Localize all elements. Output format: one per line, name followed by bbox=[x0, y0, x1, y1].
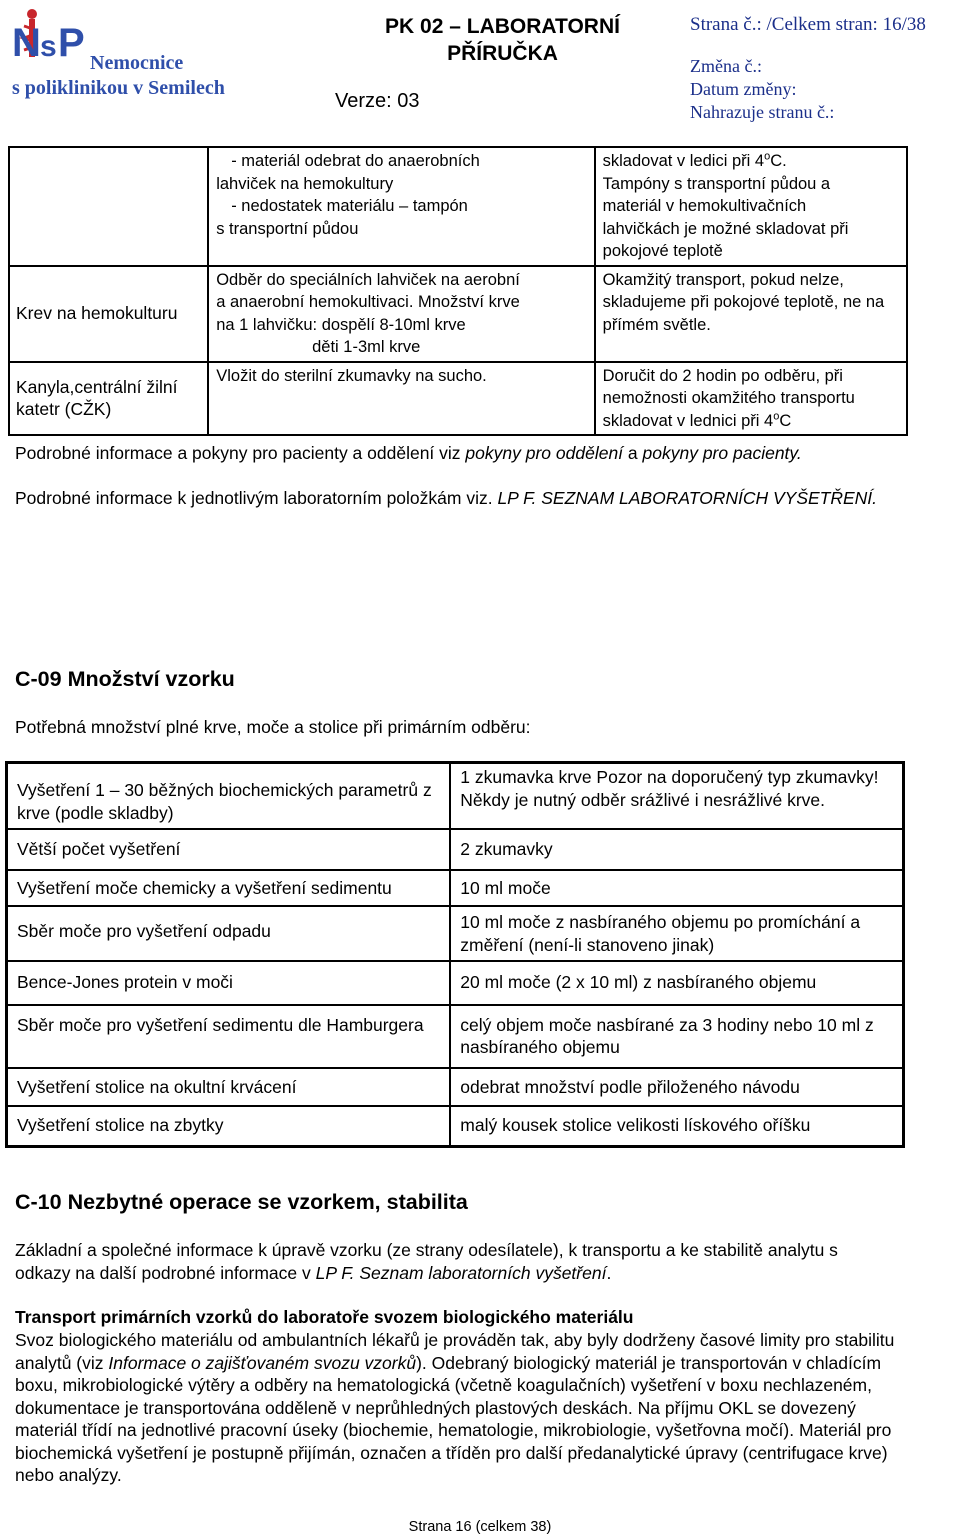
table-row bbox=[9, 362, 907, 436]
info-paragraph-2 bbox=[15, 487, 895, 510]
table-cell bbox=[9, 147, 208, 266]
text-span: Svoz biologického materiálu od ambulantních lékařů je prováděn tak, aby byly dodrženy časové limity pro stabilitu analytů (viz bbox=[15, 1330, 895, 1373]
text-line: Odběr do speciálních lahviček na aerobní bbox=[216, 270, 520, 289]
link-text: pokyny pro pacienty. bbox=[642, 443, 802, 463]
text-span: Podrobné informace a pokyny pro pacienty a oddělení viz bbox=[15, 443, 466, 463]
text-span: Doručit do 2 hodin po odběru, při nemožnosti okamžitého transportu skladovat v lednici při 4 bbox=[602, 366, 855, 430]
list-item: lahviček na hemokultury bbox=[216, 174, 394, 193]
sample-quantity-table bbox=[5, 761, 905, 1148]
table-row bbox=[7, 829, 904, 870]
amount-cell: 1 zkumavka krve Pozor na doporučený typ zkumavky! Někdy je nutný odběr srážlivé i nesrážlivé krve. bbox=[450, 763, 903, 830]
text-line: děti 1-3ml krve bbox=[312, 338, 421, 356]
table-cell bbox=[208, 266, 594, 362]
text-line: Tampóny s transportní půdou a bbox=[602, 174, 831, 193]
section-heading-c09: C-09 Množství vzorku bbox=[15, 667, 235, 691]
text-span: . bbox=[606, 1262, 612, 1283]
svg-text:P: P bbox=[58, 21, 85, 65]
exam-cell: Vyšetření moče chemicky a vyšetření sedimentu bbox=[7, 870, 451, 907]
table-row bbox=[9, 266, 907, 362]
hospital-name-line2: s poliklinikou v Semilech bbox=[12, 77, 225, 99]
link-text: Informace o zajišťovaném svozu vzorků bbox=[108, 1352, 417, 1373]
sample-handling-table bbox=[8, 146, 908, 436]
page-footer: Strana 16 (celkem 38) bbox=[408, 1519, 552, 1535]
exam-cell: Bence-Jones protein v moči bbox=[7, 961, 451, 1005]
degree-mark: o bbox=[773, 410, 780, 422]
page-info: Strana č.: /Celkem stran: 16/38 bbox=[690, 14, 926, 35]
section-c09-intro: Potřebná množství plné krve, moče a stolice při primárním odběru: bbox=[15, 717, 531, 737]
text-span: C bbox=[779, 411, 792, 430]
table-row bbox=[9, 147, 907, 266]
amount-cell: malý kousek stolice velikosti lískového oříšku bbox=[450, 1106, 903, 1146]
amount-cell: 20 ml moče (2 x 10 ml) z nasbíraného objemu bbox=[450, 961, 903, 1005]
link-text: LP F. SEZNAM LABORATORNÍCH VYŠETŘENÍ. bbox=[497, 488, 878, 508]
section-c10-intro bbox=[15, 1239, 875, 1284]
info-paragraph-1 bbox=[15, 442, 915, 465]
document-title: PK 02 – LABORATORNÍ PŘÍRUČKA bbox=[385, 15, 620, 65]
text-span: Základní a společné informace k úpravě vzorku (ze strany odesílatele), k transportu a ke stabilitě analytu s odkazy na další podrobné informace v bbox=[15, 1240, 838, 1283]
text-span: ). Odebraný biologický materiál je transportován v chladícím boxu, mikrobiologické výtěry a odběry na hematologická (včetně koagulačních) vyšetření v boxu nechlazeném, dokumentace je transportována odděleně v neprůhledných plastových deskách. Na příjmu OKL se dovezený materiál třídí na jednotlivé pracovní úseky (biochemie, hematologie, mikrobiologie, vyšetřovna močí). Materiál pro biochemická vyšetření je postupně přijímán, označen a tříděn pro další předanalytické úpravy (centrifugace krve) nebo analýzy. bbox=[15, 1352, 892, 1485]
text-line: na 1 lahvičku: dospělí 8-10ml krve bbox=[216, 315, 466, 334]
list-item: s transportní půdou bbox=[216, 219, 359, 238]
exam-cell: Vyšetření stolice na okultní krvácení bbox=[7, 1068, 451, 1107]
amount-cell: 10 ml moče z nasbíraného objemu po promíchání a změření (není-li stanoveno jinak) bbox=[450, 906, 903, 961]
replaces-page: Nahrazuje stranu č.: bbox=[690, 102, 835, 122]
table-row bbox=[7, 1005, 904, 1068]
svg-text:s: s bbox=[40, 30, 57, 63]
text-span: skladovat v ledici při 4 bbox=[602, 152, 765, 170]
exam-cell: Větší počet vyšetření bbox=[7, 829, 451, 870]
text-line: materiál v hemokultivačních bbox=[602, 197, 807, 215]
exam-cell: Vyšetření 1 – 30 běžných biochemických parametrů z krve (podle skladby) bbox=[7, 763, 451, 830]
row-label-catheter: Kanyla,centrální žilní katetr (CŽK) bbox=[9, 362, 208, 436]
hospital-logo bbox=[10, 6, 88, 70]
table-row bbox=[7, 1106, 904, 1146]
svg-text:N: N bbox=[12, 21, 41, 65]
exam-cell: Sběr moče pro vyšetření sedimentu dle Hamburgera bbox=[7, 1005, 451, 1068]
text-span: Podrobné informace k jednotlivým laboratorním položkám viz. bbox=[15, 488, 498, 508]
table-row bbox=[7, 906, 904, 961]
text-span: a bbox=[623, 443, 643, 463]
text-line: lahvičkách je možné skladovat při bbox=[602, 219, 849, 238]
row-label-blood-culture: Krev na hemokulturu bbox=[9, 266, 208, 362]
section-heading-c10: C-10 Nezbytné operace se vzorkem, stabilita bbox=[15, 1190, 468, 1214]
transport-heading: Transport primárních vzorků do laboratoře svozem biologického materiálu bbox=[15, 1307, 634, 1327]
change-date: Datum změny: bbox=[690, 79, 797, 99]
link-text: pokyny pro oddělení bbox=[465, 443, 624, 463]
amount-cell: celý objem moče nasbírané za 3 hodiny nebo 10 ml z nasbíraného objemu bbox=[450, 1005, 903, 1068]
table-row bbox=[7, 870, 904, 907]
degree-mark: o bbox=[764, 150, 771, 163]
table-cell: Vložit do sterilní zkumavky na sucho. bbox=[208, 362, 594, 436]
table-row bbox=[7, 1068, 904, 1107]
list-item: - materiál odebrat do anaerobních bbox=[231, 152, 480, 170]
table-cell bbox=[595, 362, 907, 436]
table-row bbox=[7, 961, 904, 1005]
amount-cell: 10 ml moče bbox=[450, 870, 903, 907]
change-number: Změna č.: bbox=[690, 56, 762, 76]
table-row bbox=[7, 763, 904, 830]
link-text: LP F. Seznam laboratorních vyšetření bbox=[315, 1262, 607, 1283]
table-cell: Okamžitý transport, pokud nelze, skladujeme při pokojové teplotě, ne na přímém světle. bbox=[595, 266, 907, 362]
amount-cell: odebrat množství podle přiloženého návodu bbox=[450, 1068, 903, 1107]
exam-cell: Sběr moče pro vyšetření odpadu bbox=[7, 906, 451, 961]
exam-cell: Vyšetření stolice na zbytky bbox=[7, 1106, 451, 1146]
text-line bbox=[603, 150, 899, 173]
text-span: C. bbox=[770, 152, 787, 170]
amount-cell: 2 zkumavky bbox=[450, 829, 903, 870]
table-cell bbox=[208, 147, 594, 266]
text-line: pokojové teplotě bbox=[602, 242, 723, 260]
table-cell bbox=[595, 147, 907, 266]
list-item: - nedostatek materiálu – tampón bbox=[231, 197, 468, 215]
hospital-name-line1: Nemocnice bbox=[90, 52, 184, 74]
text-line: a anaerobní hemokultivaci. Množství krve bbox=[216, 293, 520, 311]
document-version: Verze: 03 bbox=[335, 90, 420, 112]
transport-paragraph bbox=[15, 1329, 910, 1487]
